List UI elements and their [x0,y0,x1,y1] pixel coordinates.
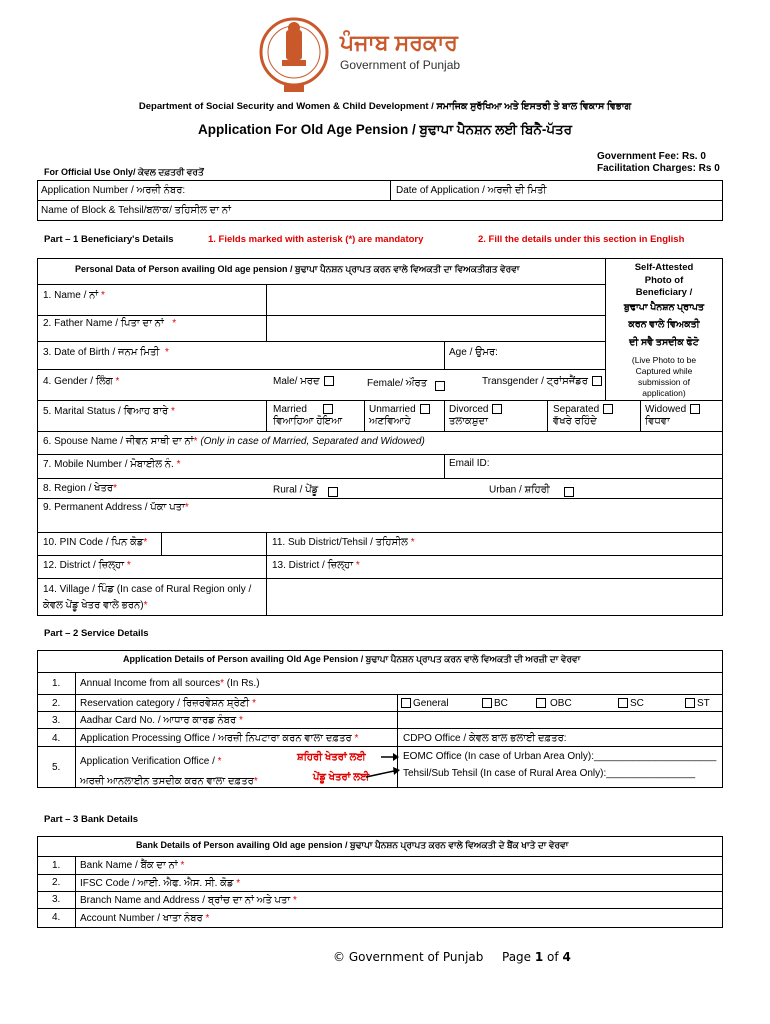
part2-title: Part – 2 Service Details [44,628,149,639]
personal-data-header: Personal Data of Person availing Old age pension / ਬੁਢਾਪਾ ਪੈਨਸ਼ਨ ਪ੍ਰਾਪਤ ਕਰਨ ਵਾਲੇ ਵਿਅਕਤੀ ਦਾ ਵਿਅਕਤੀਗਤ ਵੇਰਵਾ [75,264,520,274]
processing-office-label: Application Processing Office / ਅਰਜ਼ੀ ਨਿਪਟਾਰਾ ਕਰਨ ਵਾਲਾ ਦਫ਼ਤਰ * [80,733,359,744]
rural-area-label: ਪੇਂਡੂ ਖੇਤਰਾਂ ਲਈ [313,772,370,783]
eomc-office[interactable]: EOMC Office (In case of Urban Area Only):______________________ [403,751,717,762]
name-label: 1. Name / ਨਾਂ * [43,290,105,301]
married-option[interactable]: Married ਵਿਆਹਿਆ ਹੋਇਆ [273,404,343,427]
photo-line: ਕਰਨ ਵਾਲੇ ਵਿਅਕਤੀ [628,319,700,330]
official-use-label: For Official Use Only/ ਕੇਵਲ ਦਫ਼ਤਰੀ ਵਰਤੋਂ [44,167,204,177]
region-urban[interactable]: Urban / ਸ਼ਹਿਰੀ [489,483,574,497]
photo-line: Photo of [644,274,684,286]
part2-row-num: 3. [52,715,61,726]
part3-row-num: 3. [52,894,61,905]
date-of-application-field[interactable]: Date of Application / ਅਰਜ਼ੀ ਦੀ ਮਿਤੀ [396,185,547,196]
part1-title: Part – 1 Beneficiary's Details [44,234,174,245]
photo-line: ਬੁਢਾਪਾ ਪੈਨਸ਼ਨ ਪ੍ਰਾਪਤ [623,301,705,313]
photo-box[interactable] [606,262,722,349]
part2-row-num: 5. [52,762,61,773]
department-name: Department of Social Security and Women & Child Development / ਸਮਾਜਿਕ ਸੁਰੱਖਿਆ ਅਤੇ ਇਸਤਰੀ ਤੇ ਬਾਲ ਵਿਕਾਸ ਵਿਭਾਗ [138,101,632,112]
part3-title: Part – 3 Bank Details [44,814,138,825]
pin-code-label: 10. PIN Code / ਪਿਨ ਕੋਡ* [43,537,148,548]
block-tehsil-field[interactable]: Name of Block & Tehsil/ਬਲਾਕ/ ਤਹਿਸੀਲ ਦਾ ਨਾਂ [41,205,231,216]
account-number-label: Account Number / ਖਾਤਾ ਨੰਬਰ * [80,913,210,924]
permanent-address-label: 9. Permanent Address / ਪੱਕਾ ਪਤਾ* [43,502,189,513]
female-checkbox[interactable] [435,381,445,391]
age-label: Age / ਉਮਰ: [449,347,498,358]
separated-checkbox[interactable] [603,404,613,414]
arrow-urban-icon [381,751,399,763]
bc-checkbox[interactable] [482,698,492,708]
spouse-name-label: 6. Spouse Name / ਜੀਵਨ ਸਾਥੀ ਦਾ ਨਾਂ* (Only in case of Married, Separated and Widowed) [43,436,425,447]
region-label: 8. Region / ਖੇਤਰ* [43,483,117,494]
urban-area-label: ਸ਼ਹਿਰੀ ਖੇਤਰਾਂ ਲਈ [297,752,366,763]
government-fee: Government Fee: Rs. 0 [597,151,706,162]
category-general[interactable]: General [401,698,449,709]
transgender-checkbox[interactable] [592,376,602,386]
rural-checkbox[interactable] [328,487,338,497]
part1-note-mandatory: 1. Fields marked with asterisk (*) are mandatory [208,234,424,245]
category-sc[interactable]: SC [618,698,644,709]
part1-note-english: 2. Fill the details under this section in English [478,234,685,245]
facilitation-charges: Facilitation Charges: Rs 0 [597,163,720,174]
form-title: Application For Old Age Pension / ਬੁਢਾਪਾ ਪੈਨਸ਼ਨ ਲਈ ਬਿਨੈ-ਪੱਤਰ [197,122,573,137]
photo-note-line: application) [642,388,686,398]
village-label: 14. Village / ਪਿੰਡ (In case of Rural Region only / ਕੇਵਲ ਪੇਂਡੂ ਖੇਤਰ ਵਾਲੇ ਭਰਨ)* [43,584,252,611]
separated-option[interactable]: Separated ਵੱਖਰੇ ਰਹਿੰਦੇ [553,404,613,428]
photo-line: Self-Attested [634,262,694,273]
region-rural[interactable]: Rural / ਪੇਂਡੂ [273,483,338,497]
aadhar-label: Aadhar Card No. / ਆਧਾਰ ਕਾਰਡ ਨੰਬਰ * [80,715,243,726]
part2-row-num: 1. [52,678,61,689]
part3-row-num: 2. [52,877,61,888]
obc-checkbox[interactable] [536,698,546,708]
annual-income-label: Annual Income from all sources* (In Rs.) [80,678,260,689]
footer-page: Page 1 of 4 [502,950,571,964]
divorced-checkbox[interactable] [492,404,502,414]
title-english: Government of Punjab [340,58,461,72]
photo-note [606,355,722,399]
st-checkbox[interactable] [685,698,695,708]
general-checkbox[interactable] [401,698,411,708]
gender-transgender[interactable]: Transgender / ਟ੍ਰਾਂਸਜੈਂਡਰ [482,376,602,387]
district12-label: 12. District / ਜ਼ਿਲ੍ਹਾ * [43,560,131,571]
category-bc[interactable]: BC [482,698,508,709]
ifsc-label: IFSC Code / ਆਈ. ਐਫ. ਐਸ. ਸੀ. ਕੋਡ * [80,878,241,889]
branch-label: Branch Name and Address / ਬ੍ਰਾਂਚ ਦਾ ਨਾਂ ਅਤੇ ਪਤਾ * [80,895,297,906]
title-punjabi: ਪੰਜਾਬ ਸਰਕਾਰ [340,30,458,55]
part3-row-num: 1. [52,860,61,871]
male-checkbox[interactable] [324,376,334,386]
tehsil-office[interactable]: Tehsil/Sub Tehsil (In case of Rural Area Only):________________ [403,768,696,779]
footer-copyright: © Government of Punjab [333,950,484,964]
photo-line: Beneficiary / [635,287,693,298]
arrow-rural-icon [366,766,400,780]
gender-label: 4. Gender / ਲਿੰਗ * [43,376,120,387]
reservation-category-label: Reservation category / ਰਿਜ਼ਰਵੇਸ਼ਨ ਸ਼੍ਰੇਣੀ * [80,698,256,709]
category-st[interactable]: ST [685,698,710,709]
married-checkbox[interactable] [323,404,333,414]
part2-header: Application Details of Person availing Old Age Pension / ਬੁਢਾਪਾ ਪੈਨਸ਼ਨ ਪ੍ਰਾਪਤ ਕਰਨ ਵਾਲੇ ਵਿਅਕਤੀ ਦੀ ਅਰਜ਼ੀ ਦਾ ਵੇਰਵਾ [123,654,581,664]
photo-note-line: (Live Photo to be [631,355,697,365]
sc-checkbox[interactable] [618,698,628,708]
bank-name-label: Bank Name / ਬੈਂਕ ਦਾ ਨਾਂ * [80,860,185,871]
part3-row-num: 4. [52,912,61,923]
photo-note-line: submission of [638,377,690,387]
cdpo-office[interactable]: CDPO Office / ਕੇਵਲ ਬਾਲ ਭਲਾਈ ਦਫ਼ਤਰ: [403,733,567,744]
category-obc[interactable]: OBC [536,698,572,709]
father-name-label: 2. Father Name / ਪਿਤਾ ਦਾ ਨਾਂ * [43,318,177,329]
part3-header: Bank Details of Person availing Old age pension / ਬੁਢਾਪਾ ਪੈਨਸ਼ਨ ਪ੍ਰਾਪਤ ਕਰਨ ਵਾਲੇ ਵਿਅਕਤੀ ਦੇ ਬੈਂਕ ਖਾਤੇ ਦਾ ਵੇਰਵਾ [136,840,569,850]
marital-status-label: 5. Marital Status / ਵਿਆਹ ਬਾਰੇ * [43,406,175,417]
urban-checkbox[interactable] [564,487,574,497]
gender-male[interactable]: Male/ ਮਰਦ [273,376,334,387]
verification-office-label: Application Verification Office / * ਅਰਜ਼ੀ ਆਨਲਾਈਨ ਤਸਦੀਕ ਕਰਨ ਵਾਲਾ ਦਫ਼ਤਰ* [80,756,258,787]
punjab-emblem-logo [258,8,330,98]
part2-row-num: 2. [52,698,61,709]
photo-line: ਦੀ ਸਵੈ ਤਸਦੀਕ ਫੋਟੋ [629,336,699,348]
sub-district-label: 11. Sub District/Tehsil / ਤਹਿਸੀਲ * [272,537,415,548]
unmarried-checkbox[interactable] [420,404,430,414]
part2-row-num: 4. [52,733,61,744]
email-label: Email ID: [449,458,490,469]
mobile-label: 7. Mobile Number / ਮੋਬਾਈਲ ਨੰ. * [43,459,181,470]
widowed-checkbox[interactable] [690,404,700,414]
gender-female[interactable]: Female/ ਔਰਤ [367,376,445,391]
photo-note-line: Captured while [635,366,693,376]
district13-label: 13. District / ਜ਼ਿਲ੍ਹਾ * [272,560,360,571]
divorced-option[interactable]: Divorced ਤਲਾਕਸ਼ੁਦਾ [449,404,502,428]
application-number-field[interactable]: Application Number / ਅਰਜ਼ੀ ਨੰਬਰ: [41,185,186,196]
dob-label: 3. Date of Birth / ਜਨਮ ਮਿਤੀ * [43,347,169,358]
unmarried-option[interactable]: Unmarried ਅਣਵਿਆਹੇ [369,404,430,428]
widowed-option[interactable]: Widowed ਵਿਧਵਾ [645,404,700,428]
